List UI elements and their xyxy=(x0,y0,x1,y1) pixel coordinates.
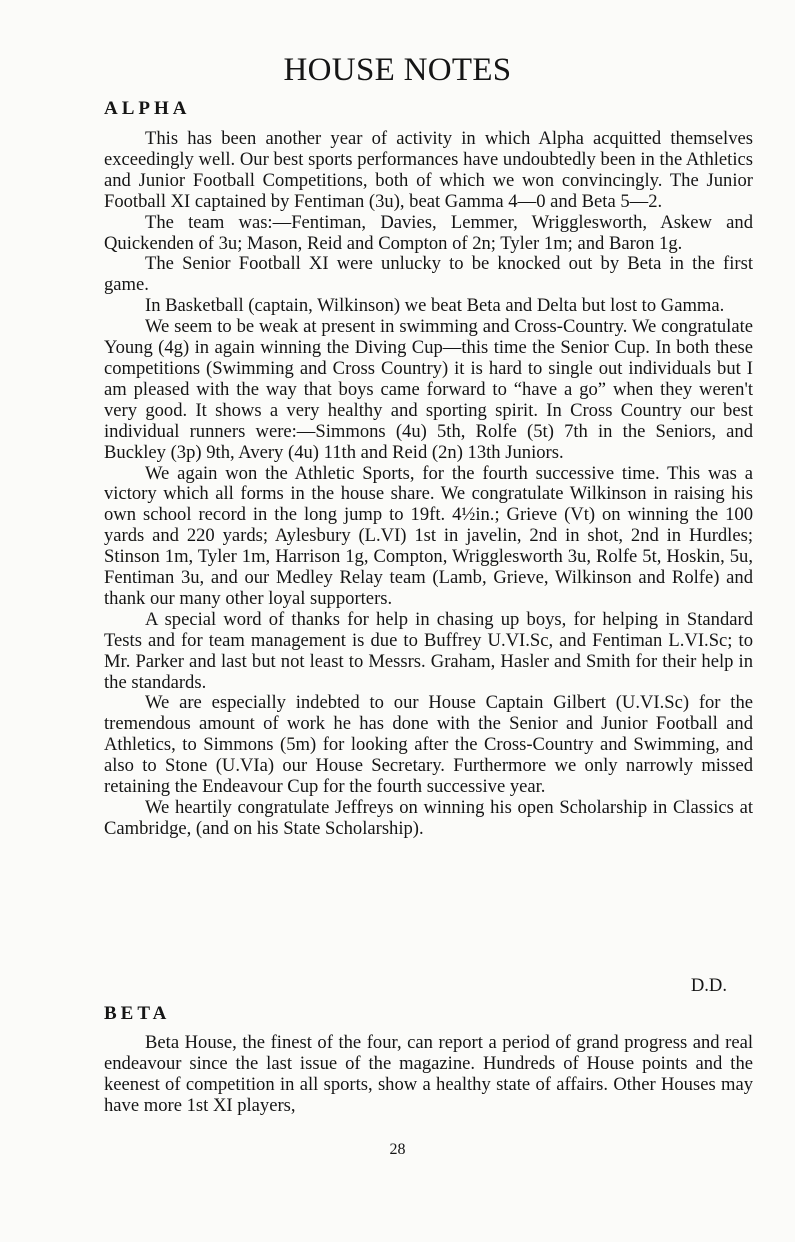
alpha-paragraph-9: We heartily congratulate Jeffreys on winning his open Scholarship in Classics at Cambridge, (and on his State Scholarship). xyxy=(104,797,753,839)
beta-body xyxy=(104,1033,753,1117)
page-title: HOUSE NOTES xyxy=(283,52,512,88)
alpha-paragraph-5: We seem to be weak at present in swimming and Cross-Country. We congratulate Young (4g) in again winning the Diving Cup—this time the Senior Cup. In both these competitions (Swimming and Cross Country) it is hard to single out individuals but I am pleased with the way that boys came forward to “have a go” when they weren't very good. It shows a very healthy and sporting spirit. In Cross Country our best individual runners were:—Simmons (4u) 5th, Rolfe (5t) 7th in the Seniors, and Buckley (3p) 9th, Avery (4u) 11th and Reid (2n) 13th Juniors. xyxy=(104,316,753,463)
page-number: 28 xyxy=(389,1141,406,1158)
section-heading-beta: BETA xyxy=(104,1003,171,1024)
alpha-body xyxy=(104,129,753,840)
alpha-paragraph-3: The Senior Football XI were unlucky to be knocked out by Beta in the first game. xyxy=(104,253,753,296)
section-heading-alpha: ALPHA xyxy=(104,98,191,119)
beta-paragraph-1: Beta House, the finest of the four, can report a period of grand progress and real endeavour since the last issue of the magazine. Hundreds of House points and the keenest of competition in all sports, show a healthy state of affairs. Other Houses may have more 1st XI players, xyxy=(104,1032,753,1116)
alpha-paragraph-4: In Basketball (captain, Wilkinson) we beat Beta and Delta but lost to Gamma. xyxy=(145,295,725,317)
alpha-paragraph-8: We are especially indebted to our House Captain Gilbert (U.VI.Sc) for the tremendous amount of work he has done with the Senior and Junior Football and Athletics, to Simmons (5m) for looking after the Cross-Country and Swimming, and also to Stone (U.VIa) our House Secretary. Furthermore we only narrowly missed retaining the Endeavour Cup for the fourth successive year. xyxy=(104,692,753,798)
alpha-paragraph-2: The team was:—Fentiman, Davies, Lemmer, Wrigglesworth, Askew and Quickenden of 3u; Mason, Reid and Compton of 2n; Tyler 1m; and Baron 1g. xyxy=(104,211,753,254)
alpha-paragraph-1: This has been another year of activity in which Alpha acquitted themselves exceedingly well. Our best sports performances have undoubtedly been in the Athletics and Junior Football Competitions, both of which we won convincingly. The Junior Football XI captained by Fentiman (3u), beat Gamma 4—0 and Beta 5—2. xyxy=(104,128,753,212)
alpha-paragraph-7: A special word of thanks for help in chasing up boys, for helping in Standard Tests and for team management is due to Buffrey U.VI.Sc, and Fentiman L.VI.Sc; to Mr. Parker and last but not least to Messrs. Graham, Hasler and Smith for their help in the standards. xyxy=(104,608,753,693)
alpha-signature: D.D. xyxy=(690,975,727,996)
alpha-paragraph-6: We again won the Athletic Sports, for the fourth successive time. This was a victory which all forms in the house share. We congratulate Wilkinson in raising his own school record in the long jump to 19ft. 4½in.; Grieve (Vt) on winning the 100 yards and 220 yards; Aylesbury (L.VI) 1st in javelin, 2nd in shot, 2nd in Hurdles; Stinson 1m, Tyler 1m, Harrison 1g, Compton, Wrigglesworth 3u, Rolfe 5t, Hoskin, 5u, Fentiman 3u, and our Medley Relay team (Lamb, Grieve, Wilkinson and Rolfe) and thank our many other loyal supporters. xyxy=(104,462,753,609)
